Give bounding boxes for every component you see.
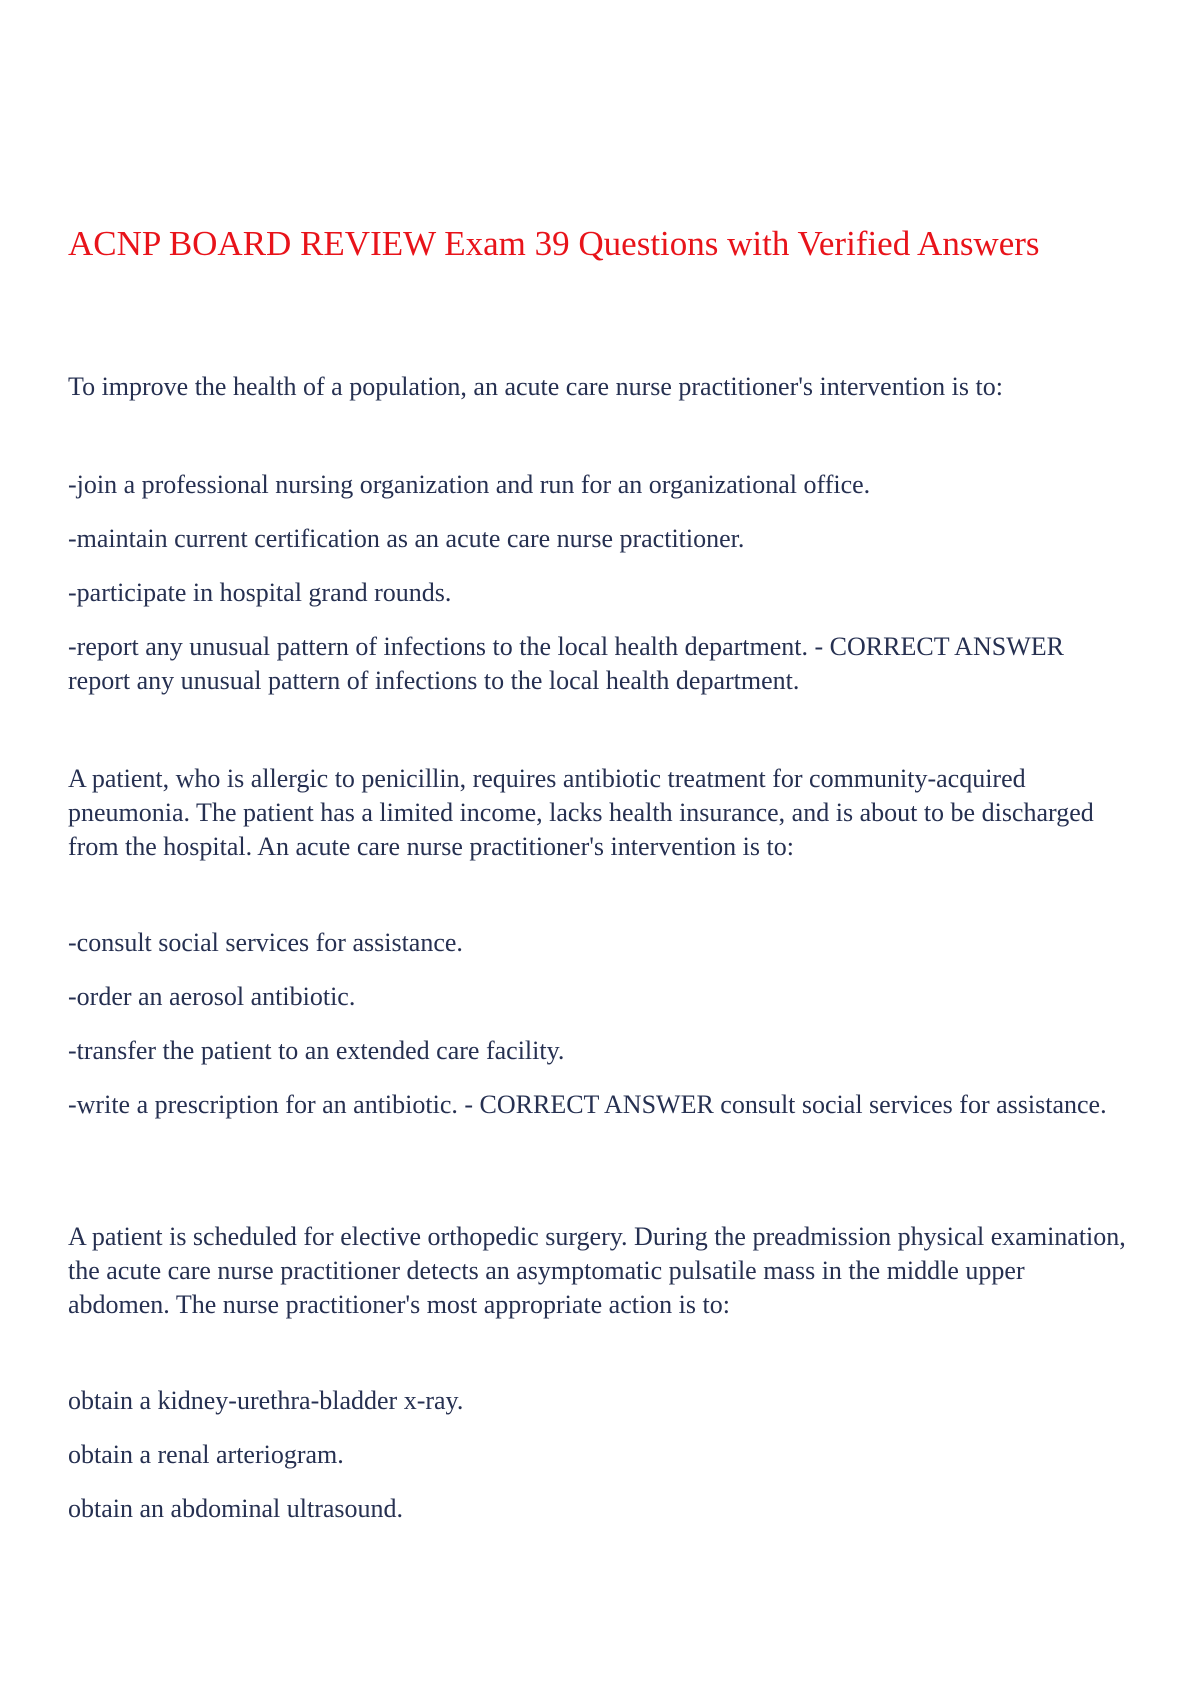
- question-1-prompt: To improve the health of a population, an acute care nurse practitioner's intervention is to:: [68, 372, 1003, 401]
- question-2-option-3: -transfer the patient to an extended care facility.: [68, 1036, 565, 1065]
- question-1-option-3: -participate in hospital grand rounds.: [68, 578, 452, 607]
- question-3-option-1: obtain a kidney-urethra-bladder x-ray.: [68, 1386, 464, 1415]
- document-title: ACNP BOARD REVIEW Exam 39 Questions with Verified Answers: [68, 224, 1040, 263]
- question-2-option-1: -consult social services for assistance.: [68, 928, 463, 957]
- question-1-option-1: -join a professional nursing organization and run for an organizational office.: [68, 470, 871, 499]
- question-3-prompt: A patient is scheduled for elective orthopedic surgery. During the preadmission physical examination, the acute care nurse practitioner detects an asymptomatic pulsatile mass in the middle upper abdomen. The nurse practitioner's most appropriate action is to:: [68, 1222, 1126, 1319]
- question-2-prompt: A patient, who is allergic to penicillin, requires antibiotic treatment for community-acquired pneumonia. The patient has a limited income, lacks health insurance, and is about to be discharged from the hospital. An acute care nurse practitioner's intervention is to:: [68, 764, 1094, 861]
- question-2-option-2: -order an aerosol antibiotic.: [68, 982, 356, 1011]
- question-3-option-2: obtain a renal arteriogram.: [68, 1440, 344, 1469]
- question-3-option-3: obtain an abdominal ultrasound.: [68, 1494, 404, 1523]
- question-1-option-2: -maintain current certification as an acute care nurse practitioner.: [68, 524, 745, 553]
- question-2-option-4: -write a prescription for an antibiotic. - CORRECT ANSWER consult social services for assistance.: [68, 1090, 1107, 1119]
- question-1-option-4: -report any unusual pattern of infections to the local health department. - CORRECT ANSWER report any unusual pattern of infections to the local health department.: [68, 632, 1064, 695]
